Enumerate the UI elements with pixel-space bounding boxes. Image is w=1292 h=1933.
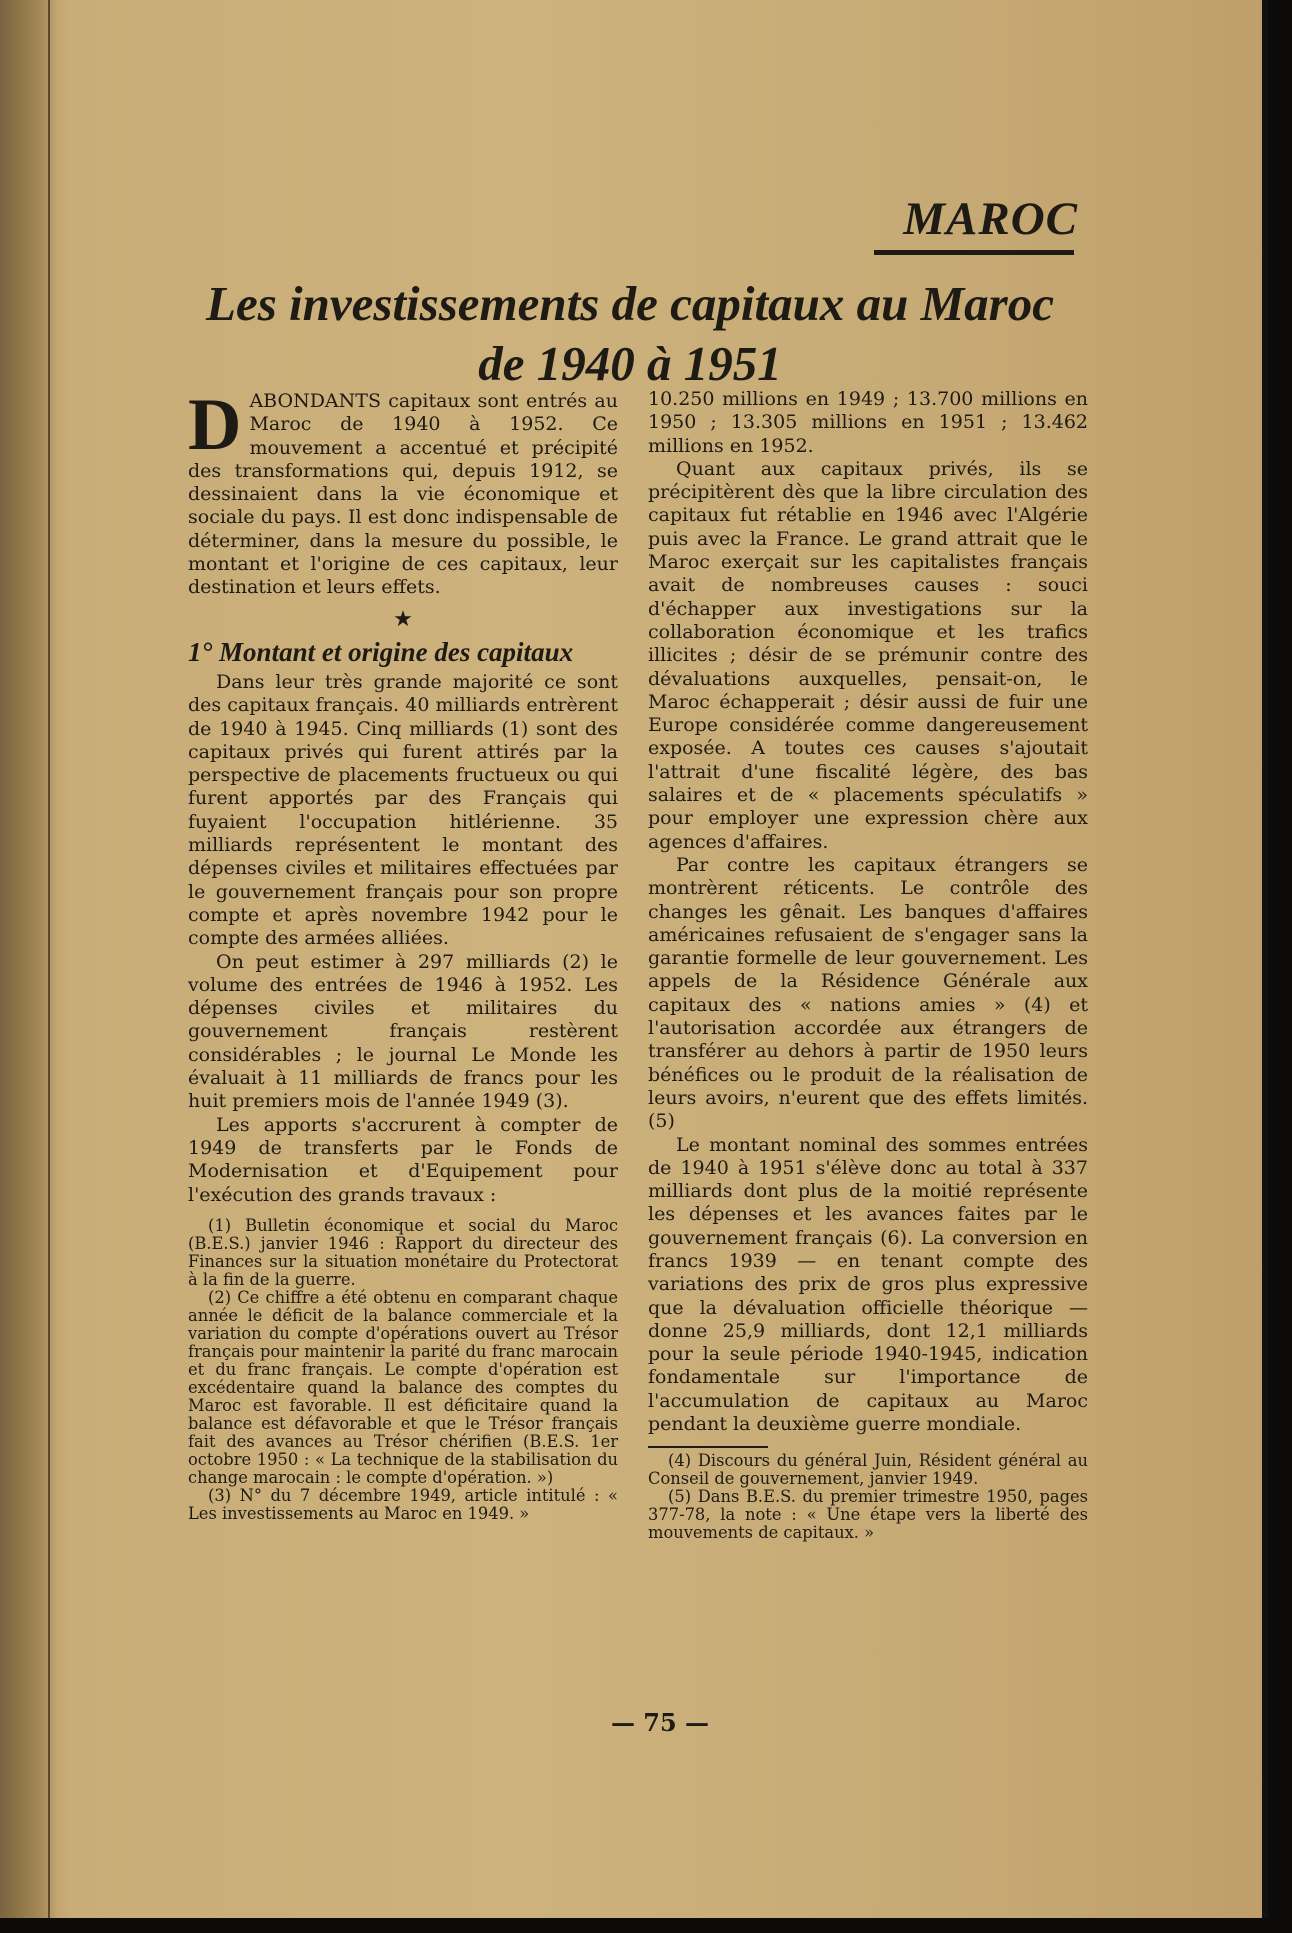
footnote-4: (4) Discours du général Juin, Résident général au Conseil de gouvernement, janvier 1949. <box>648 1451 1088 1489</box>
footnotes-left <box>188 1217 618 1523</box>
paragraph-3: Les apports s'accrurent à compter de 1949 de transferts par le Fonds de Modernisation et d'Equipement pour l'exécution des grands travaux : <box>188 1113 618 1206</box>
section-rule <box>874 250 1074 255</box>
footnote-5: (5) Dans B.E.S. du premier trimestre 1950, pages 377-78, la note : « Une étape vers la liberté des mouvements de capitaux. » <box>648 1487 1088 1543</box>
paragraph-1: Dans leur très grande majorité ce sont des capitaux français. 40 milliards entrèrent de 1940 à 1945. Cinq milliards (1) sont des capitaux privés qui furent attirés par la perspective de placements fructueux ou qui furent apportés par des Français qui fuyaient l'occupation hitlérienne. 35 milliards représentent le montant des dépenses civiles et militaires effectuées par le gouvernement français pour son propre compte et après novembre 1942 pour le compte des armées alliées. <box>188 670 618 950</box>
section-title: MAROC <box>903 193 1078 245</box>
gutter-line <box>48 0 50 1918</box>
footnote-2: (2) Ce chiffre a été obtenu en comparant chaque année le déficit de la balance commerciale et la variation du compte d'opérations ouvert au Trésor français pour maintenir la parité du franc marocain et du franc français. Le compte d'opération est excédentaire quand la balance des comptes du Maroc est favorable. Il est déficitaire quand la balance est défavorable et que le Trésor français fait des avances au Trésor chérifien (B.E.S. 1er octobre 1950 : « La technique de la stabilisation du change marocain : le compte d'opération. ») <box>188 1287 618 1487</box>
star-separator: ★ <box>393 606 413 632</box>
right-paragraph-0: 10.250 millions en 1949 ; 13.700 millions en 1950 ; 13.305 millions en 1951 ; 13.462 millions en 1952. <box>648 388 1088 457</box>
paragraph-2: On peut estimer à 297 milliards (2) le volume des entrées de 1946 à 1952. Les dépenses civiles et militaires du gouvernement français restèrent considérables ; le journal Le Monde les évaluait à 11 milliards de francs pour les huit premiers mois de l'année 1949 (3). <box>188 950 618 1113</box>
left-column <box>188 384 618 1523</box>
article-title <box>180 274 1080 394</box>
right-column <box>648 388 1088 1542</box>
article-title-line-2: de 1940 à 1951 <box>478 336 782 391</box>
footnotes-right <box>648 1452 1088 1542</box>
right-paragraph-2: Par contre les capitaux étrangers se montrèrent réticents. Le contrôle des changes les gênait. Les banques d'affaires américaines refusaient de s'engager sans la garantie formelle de leur gouvernement. Les appels de la Résidence Générale aux capitaux des « nations amies » (4) et l'autorisation accordée aux étrangers de transférer au dehors à partir de 1950 leurs bénéfices ou le produit de la réalisation de leurs avoirs, n'eurent que des effets limités. (5) <box>648 853 1088 1133</box>
footnote-1: (1) Bulletin économique et social du Maroc (B.E.S.) janvier 1946 : Rapport du directeur des Finances sur la situation monétaire du Protectorat à la fin de la guerre. <box>188 1215 618 1289</box>
footnote-rule <box>648 1446 768 1448</box>
page-number: — 75 — <box>610 1708 710 1737</box>
subheading: 1° Montant et origine des capitaux <box>188 636 574 667</box>
article-title-line-1: Les investissements de capitaux au Maroc <box>206 276 1054 331</box>
drop-cap: D <box>188 384 242 466</box>
right-paragraph-1: Quant aux capitaux privés, ils se précipitèrent dès que la libre circulation des capitaux fut rétablie en 1946 avec l'Algérie puis avec la France. Le grand attrait que le Maroc exerçait sur les capitalistes français avait de nombreuses causes : souci d'échapper aux investigations sur la collaboration économique et les trafics illicites ; désir de se prémunir contre des dévaluations auxquelles, pensait-on, le Maroc échapperait ; désir aussi de fuir une Europe considérée comme dangereusement exposée. A toutes ces causes s'ajoutait l'attrait d'une fiscalité légère, des bas salaires et de « placements spéculatifs » pour employer une expression chère aux agences d'affaires. <box>648 457 1088 853</box>
footnote-3: (3) N° du 7 décembre 1949, article intitulé : « Les investissements au Maroc en 1949. » <box>188 1485 618 1523</box>
intro-text: ABONDANTS capitaux sont entrés au Maroc de 1940 à 1952. Ce mouvement a accentué et précipité des transformations qui, depuis 1912, se dessinaient dans la vie économique et sociale du pays. Il est donc indispensable de déterminer, dans la mesure du possible, le montant et l'origine de ces capitaux, leur destination et leurs effets. <box>188 390 618 599</box>
right-paragraph-3: Le montant nominal des sommes entrées de 1940 à 1951 s'élève donc au total à 337 milliards dont plus de la moitié représente les dépenses et les avances faites par le gouvernement français (6). La conversion en francs 1939 — en tenant compte des variations des prix de gros plus expressive que la dévaluation officielle théorique — donne 25,9 milliards, dont 12,1 milliards pour la seule période 1940-1945, indication fondamentale sur l'importance de l'accumulation de capitaux au Maroc pendant la deuxième guerre mondiale. <box>648 1133 1088 1436</box>
intro-paragraph <box>188 384 618 600</box>
